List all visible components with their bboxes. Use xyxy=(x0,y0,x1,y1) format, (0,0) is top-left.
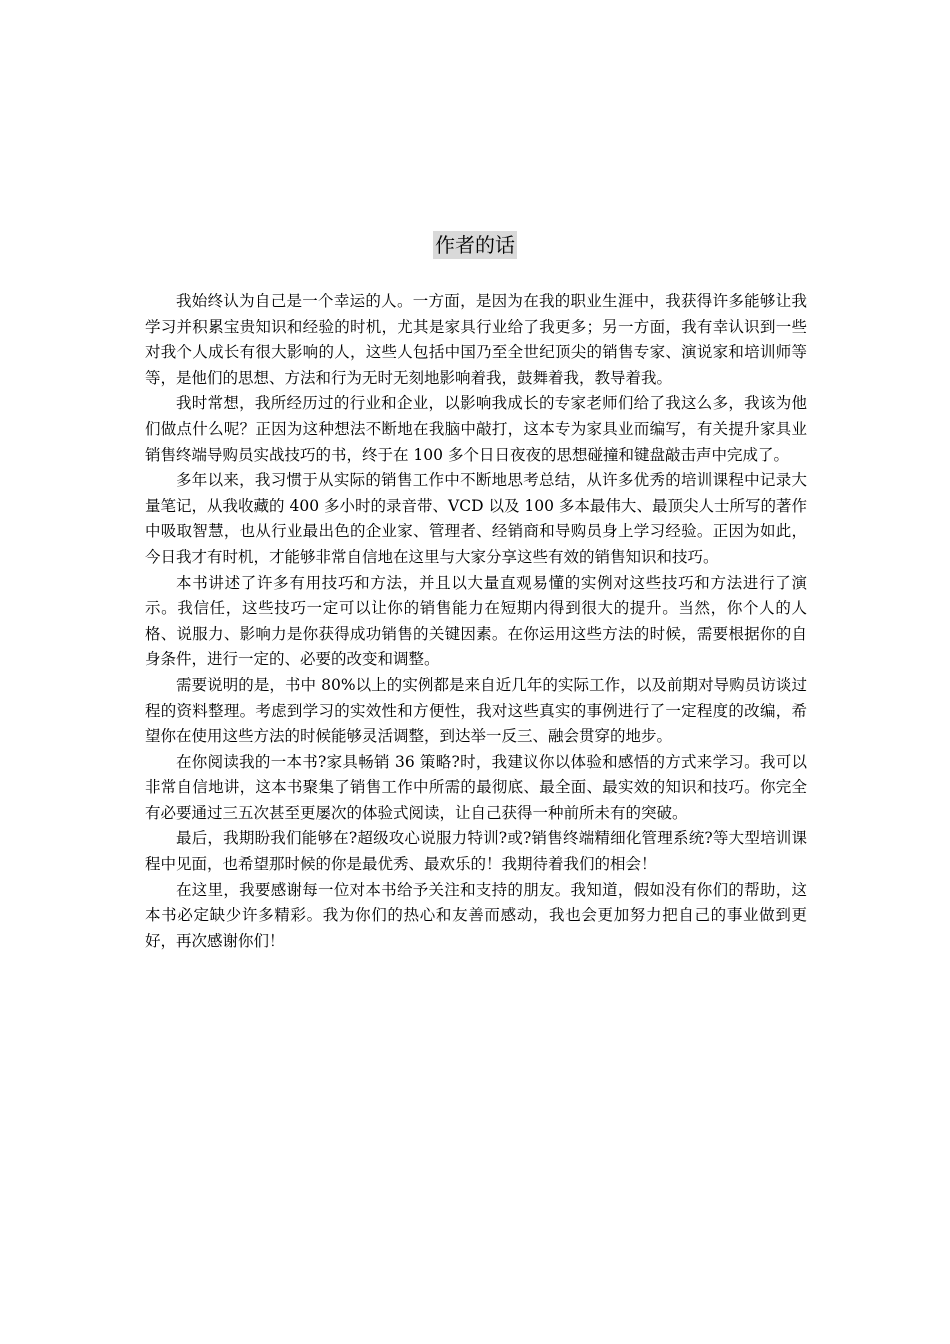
paragraph-2: 我时常想，我所经历过的行业和企业，以影响我成长的专家老师们给了我这么多，我该为他们做点什么呢？正因为这种想法不断地在我脑中敲打，这本专为家具业而编写，有关提升家具业销售终端导购员实战技巧的书，终于在 100 多个日日夜夜的思想碰撞和键盘敲击声中完成了。 xyxy=(145,394,807,464)
paragraph-1: 我始终认为自己是一个幸运的人。一方面，是因为在我的职业生涯中，我获得许多能够让我学习并积累宝贵知识和经验的时机，尤其是家具行业给了我更多；另一方面，我有幸认识到一些对我个人成长有很大影响的人，这些人包括中国乃至全世纪顶尖的销售专家、演说家和培训师等等，是他们的思想、方法和行为无时无刻地影响着我，鼓舞着我，教导着我。 xyxy=(145,292,807,387)
page-title: 作者的话 xyxy=(435,233,515,257)
paragraph-6: 在你阅读我的一本书?家具畅销 36 策略?时，我建议你以体验和感悟的方式来学习。我可以非常自信地讲，这本书聚集了销售工作中所需的最彻底、最全面、最实效的知识和技巧。你完全有必要通过三五次甚至更屡次的体验式阅读，让自己获得一种前所未有的突破。 xyxy=(145,752,807,822)
paragraph-7: 最后，我期盼我们能够在?超级攻心说服力特训?或?销售终端精细化管理系统?等大型培训课程中见面，也希望那时候的你是最优秀、最欢乐的！我期待着我们的相会！ xyxy=(145,829,807,874)
paragraph-5: 需要说明的是，书中 80%以上的实例都是来自近几年的实际工作，以及前期对导购员访谈过程的资料整理。考虑到学习的实效性和方便性，我对这些真实的事例进行了一定程度的改编，希望你在使用这些方法的时候能够灵活调整，到达举一反三、融会贯穿的地步。 xyxy=(145,675,807,746)
paragraph-4: 本书讲述了许多有用技巧和方法，并且以大量直观易懂的实例对这些技巧和方法进行了演示。我信任，这些技巧一定可以让你的销售能力在短期内得到很大的提升。当然，你个人的人格、说服力、影响力是你获得成功销售的关键因素。在你运用这些方法的时候，需要根据你的自身条件，进行一定的、必要的改变和调整。 xyxy=(145,573,807,669)
paragraph-8: 在这里，我要感谢每一位对本书给予关注和支持的朋友。我知道，假如没有你们的帮助，这本书必定缺少许多精彩。我为你们的热心和友善而感动，我也会更加努力把自己的事业做到更好，再次感谢你们！ xyxy=(145,880,807,950)
document-body xyxy=(145,289,807,954)
paragraph-3: 多年以来，我习惯于从实际的销售工作中不断地思考总结，从许多优秀的培训课程中记录大量笔记，从我收藏的 400 多小时的录音带、VCD 以及 100 多本最伟大、最顶尖人士所写的著作中吸取智慧，也从行业最出色的企业家、管理者、经销商和导购员身上学习经验。正因为如此，今日我才有时机，才能够非常自信地在这里与大家分享这些有效的销售知识和技巧。 xyxy=(145,471,807,566)
title-container xyxy=(0,231,950,259)
